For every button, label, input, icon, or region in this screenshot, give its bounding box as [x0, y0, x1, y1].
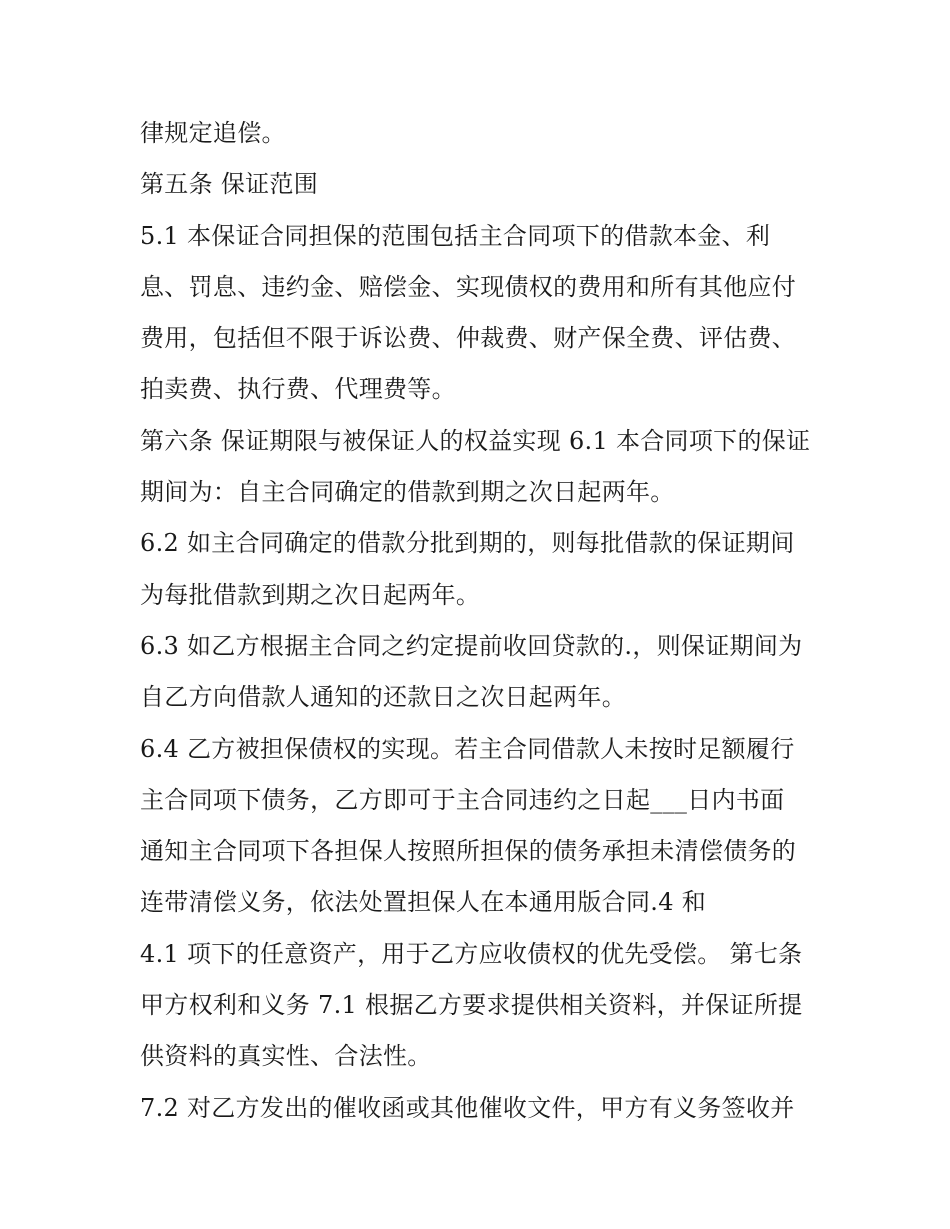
text-line: 7.2 对乙方发出的催收函或其他催收文件，甲方有义务签收并: [140, 1093, 795, 1122]
text-line: 供资料的真实性、合法性。: [140, 1042, 432, 1071]
section-heading-6: 第六条 保证期限与被保证人的权益实现 6.1 本合同项下的保证: [140, 426, 811, 455]
text-line: 期间为：自主合同确定的借款到期之次日起两年。: [140, 478, 675, 507]
text-line: 为每批借款到期之次日起两年。: [140, 580, 481, 609]
text-line: 息、罚息、违约金、赔偿金、实现债权的费用和所有其他应付: [140, 272, 797, 301]
text-line: 6.3 如乙方根据主合同之约定提前收回贷款的.，则保证期间为: [140, 631, 803, 660]
text-line: 连带清偿义务，依法处置担保人在本通用版合同.4 和: [140, 888, 707, 917]
text-line: 5.1 本保证合同担保的范围包括主合同项下的借款本金、利: [140, 221, 771, 250]
text-line: 6.2 如主合同确定的借款分批到期的，则每批借款的保证期间: [140, 529, 795, 558]
text-line: 主合同项下债务，乙方即可于主合同违约之日起___日内书面: [140, 785, 785, 814]
text-line: 拍卖费、执行费、代理费等。: [140, 375, 456, 404]
text-line: 6.4 乙方被担保债权的实现。若主合同借款人未按时足额履行: [140, 734, 795, 763]
text-line: 甲方权利和义务 7.1 根据乙方要求提供相关资料，并保证所提: [140, 991, 803, 1020]
section-heading-5: 第五条 保证范围: [140, 170, 319, 199]
text-line: 费用，包括但不限于诉讼费、仲裁费、财产保全费、评估费、: [140, 324, 797, 353]
document-body: [140, 108, 820, 1134]
text-line: 4.1 项下的任意资产，用于乙方应收债权的优先受偿。 第七条: [140, 939, 803, 968]
text-line: 自乙方向借款人通知的还款日之次日起两年。: [140, 683, 626, 712]
text-line: 通知主合同项下各担保人按照所担保的债务承担未清偿债务的: [140, 837, 797, 866]
text-line: 律规定追偿。: [140, 119, 286, 147]
